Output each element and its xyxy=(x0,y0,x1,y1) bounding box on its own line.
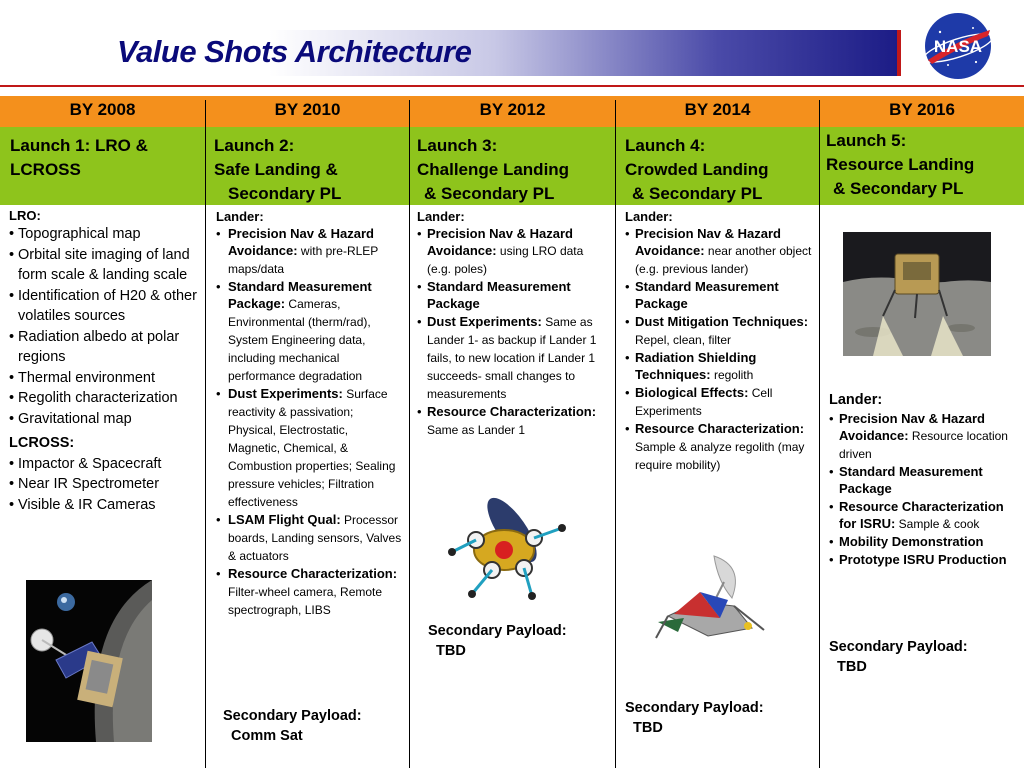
secondary-payload: Secondary Payload: Comm Sat xyxy=(223,708,362,744)
launch1-details xyxy=(9,208,201,515)
lander-heading: Lander: xyxy=(216,209,264,224)
list-item: • Precision Nav & Hazard Avoidance: using LRO data (e.g. poles) xyxy=(417,225,607,278)
list-item: • LSAM Flight Qual: Processor boards, Landing sensors, Valves & actuators xyxy=(216,511,402,565)
list-item: • Standard Measurement Package xyxy=(625,278,815,313)
list-item: • Standard Measurement Package: Cameras, Environmental (therm/rad), System Engineering data, including mechanical performance degradation xyxy=(216,278,402,385)
list-item: • Dust Mitigation Techniques: Repel, clean, filter xyxy=(625,313,815,349)
year-label: BY 2008 xyxy=(69,100,136,119)
lro-list xyxy=(9,224,201,429)
launch2-details xyxy=(216,208,402,619)
list-item: • Radiation albedo at polar regions xyxy=(9,327,201,368)
launch-label: Launch 4: Crowded Landing & Secondary PL xyxy=(625,136,769,203)
year-label: BY 2014 xyxy=(684,100,751,119)
list-item: • Biological Effects: Cell Experiments xyxy=(625,384,815,420)
list-item: • Gravitational map xyxy=(9,409,201,430)
column-divider xyxy=(205,100,206,768)
year-label: BY 2010 xyxy=(274,100,341,119)
launch-label: Launch 5: Resource Landing & Secondary PL xyxy=(826,131,975,198)
column-divider xyxy=(409,100,410,768)
lcross-heading: LCROSS: xyxy=(9,435,75,451)
year-label: BY 2012 xyxy=(479,100,546,119)
lcross-list xyxy=(9,454,201,516)
list-item: • Identification of H20 & other volatiles sources xyxy=(9,286,201,327)
page-title: Value Shots Architecture xyxy=(117,34,472,69)
column-divider xyxy=(819,100,820,768)
list-item: • Resource Characterization: Same as Lander 1 xyxy=(417,403,607,439)
list-item: • Mobility Demonstration xyxy=(829,533,1021,551)
launch-label: Launch 2: Safe Landing & Secondary PL xyxy=(214,136,342,203)
launch4-details xyxy=(625,208,815,474)
list-item: • Near IR Spectrometer xyxy=(9,474,201,495)
lro-spacecraft-image xyxy=(26,580,152,742)
list-item: • Prototype ISRU Production xyxy=(829,551,1021,569)
lander3-image xyxy=(442,490,572,606)
lander4-image xyxy=(648,552,772,644)
list-item: • Impactor & Spacecraft xyxy=(9,454,201,475)
secondary-payload: Secondary Payload: TBD xyxy=(625,700,764,736)
list-item: • Precision Nav & Hazard Avoidance: Resource location driven xyxy=(829,410,1021,463)
year-label: BY 2016 xyxy=(889,100,955,119)
list-item: • Standard Measurement Package xyxy=(829,463,1021,498)
secondary-payload: Secondary Payload: TBD xyxy=(829,639,968,675)
list-item: • Resource Characterization for ISRU: Sample & cook xyxy=(829,498,1021,533)
list-item: • Resource Characterization: Filter-wheel camera, Remote spectrograph, LIBS xyxy=(216,565,402,619)
list-item: • Orbital site imaging of land form scale & landing scale xyxy=(9,245,201,286)
lro-heading: LRO: xyxy=(9,208,41,223)
launch3-details xyxy=(417,208,607,439)
title-banner-accent xyxy=(897,30,901,76)
nasa-logo-text: NASA xyxy=(933,37,983,56)
secondary-payload: Secondary Payload: TBD xyxy=(428,623,567,659)
list-item: • Regolith characterization xyxy=(9,388,201,409)
list-item: • Radiation Shielding Techniques: regolith xyxy=(625,349,815,384)
list-item: • Visible & IR Cameras xyxy=(9,495,201,516)
list-item: • Precision Nav & Hazard Avoidance: near another object (e.g. previous lander) xyxy=(625,225,815,278)
launch-label: Launch 1: LRO & LCROSS xyxy=(10,136,148,179)
list-item: • Thermal environment xyxy=(9,368,201,389)
lander5-image xyxy=(843,232,991,356)
header-divider xyxy=(0,85,1024,87)
list-item: • Precision Nav & Hazard Avoidance: with pre-RLEP maps/data xyxy=(216,225,402,278)
list-item: • Standard Measurement Package xyxy=(417,278,607,313)
launch5-details xyxy=(829,391,1021,569)
column-divider xyxy=(615,100,616,768)
list-item: • Resource Characterization: Sample & analyze regolith (may require mobility) xyxy=(625,420,815,474)
lander-heading: Lander: xyxy=(417,209,465,224)
nasa-logo xyxy=(918,10,998,82)
lander-heading: Lander: xyxy=(829,392,883,408)
list-item: • Topographical map xyxy=(9,224,201,245)
list-item: • Dust Experiments: Same as Lander 1- as backup if Lander 1 fails, to new location if Lander 1 succeeds- small changes to measurements xyxy=(417,313,607,403)
list-item: • Dust Experiments: Surface reactivity & passivation; Physical, Electrostatic, Magnetic, Chemical, & Combustion properties; Sealing pressure vehicles; Filtration effectiveness xyxy=(216,385,402,511)
lander-heading: Lander: xyxy=(625,209,673,224)
launch-label: Launch 3: Challenge Landing & Secondary PL xyxy=(417,136,570,203)
